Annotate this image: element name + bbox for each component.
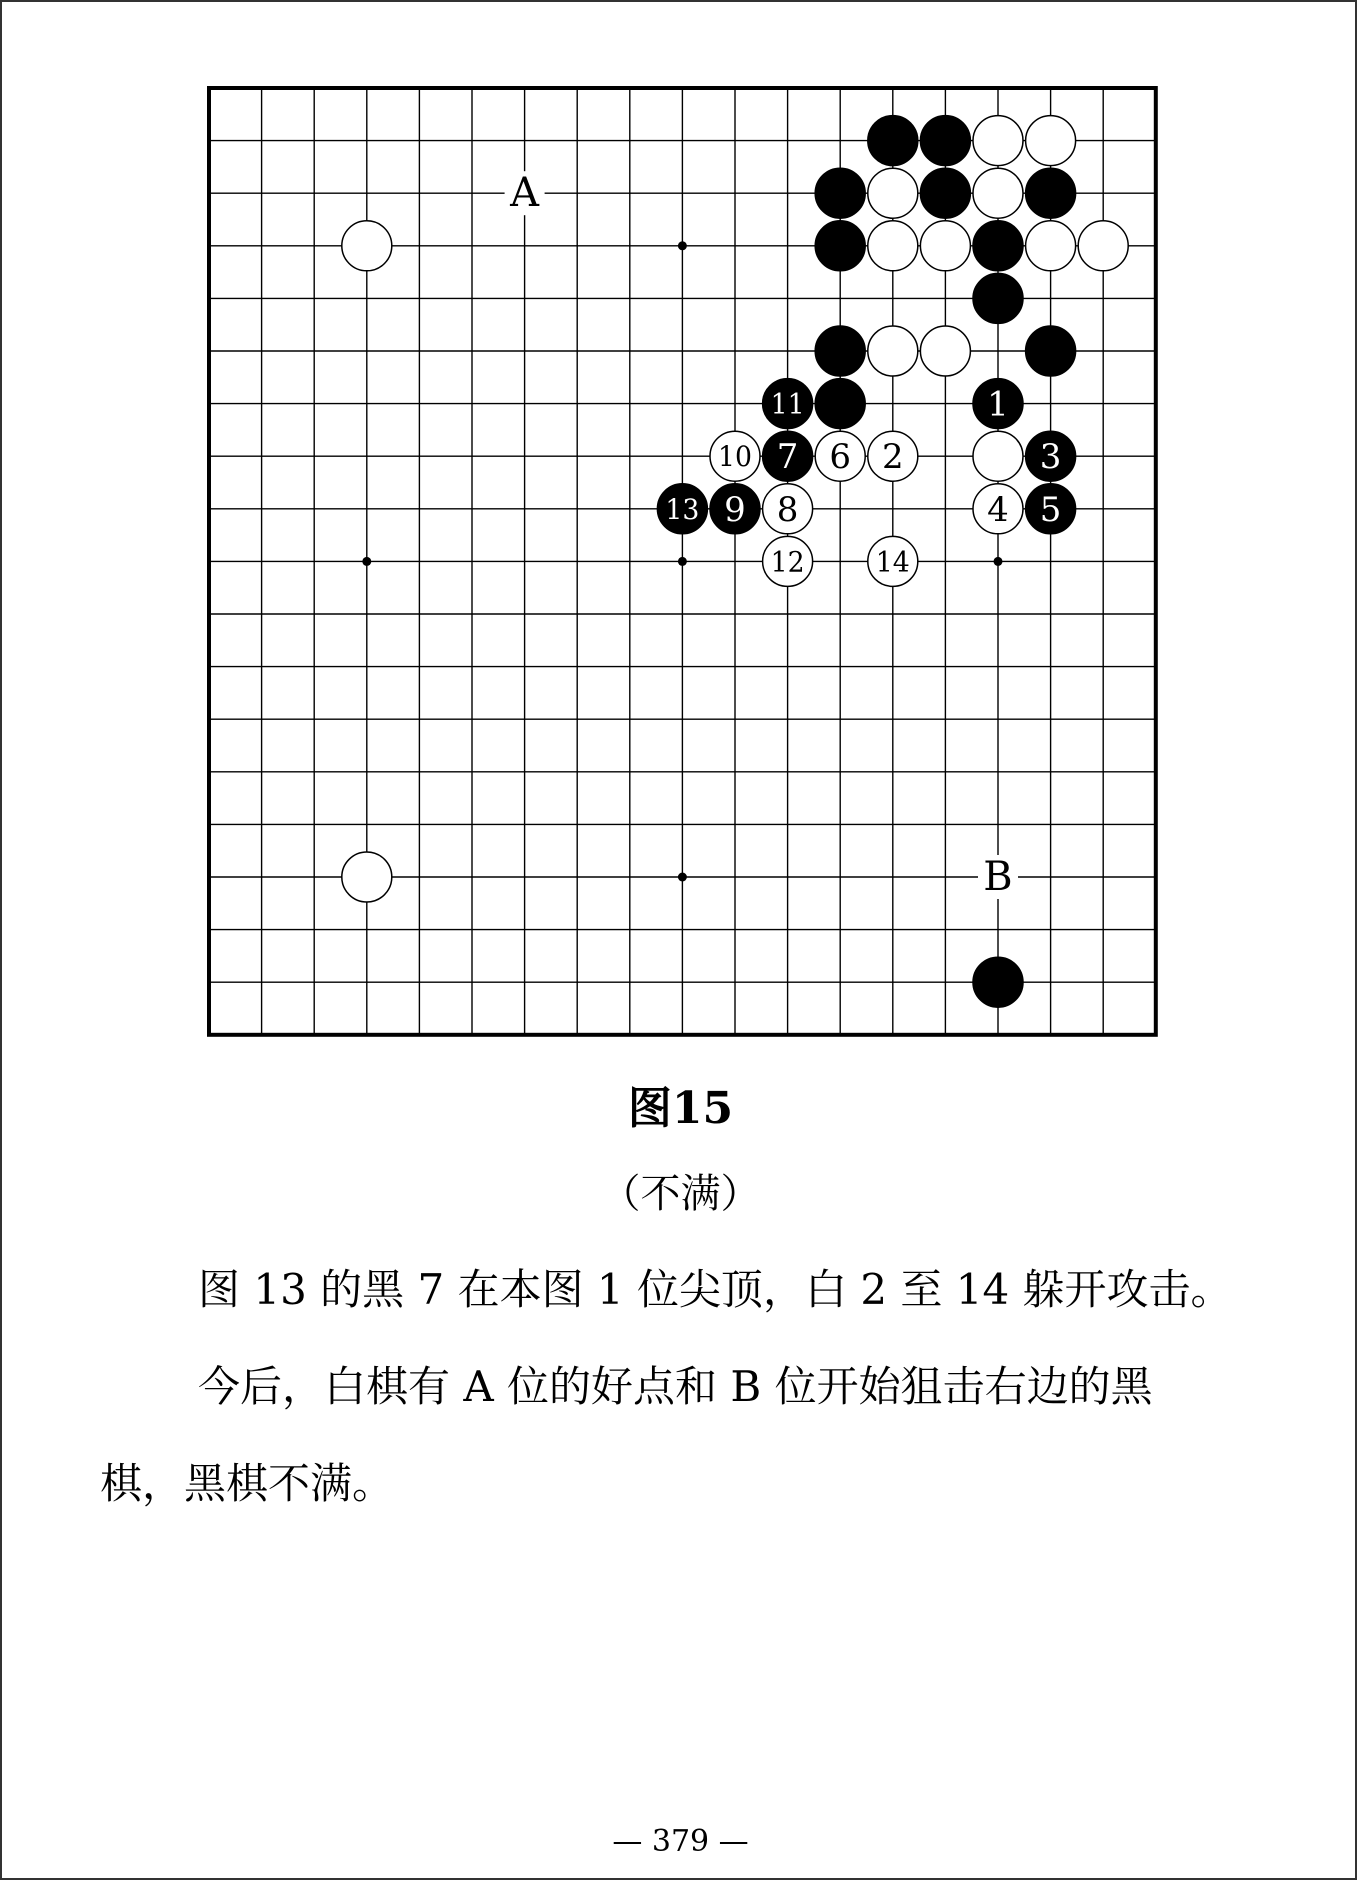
white-stone — [973, 116, 1023, 166]
white-stone — [342, 221, 392, 271]
black-stone — [815, 168, 865, 218]
commentary-line-3: 棋，黑棋不满。 — [100, 1459, 395, 1508]
white-stone — [920, 326, 970, 376]
move-number-14: 14 — [875, 545, 910, 579]
black-stone — [1026, 326, 1076, 376]
go-board-diagram — [2, 2, 1357, 1062]
white-stone — [973, 431, 1023, 481]
page-number: — 379 — — [612, 1824, 749, 1859]
white-stone — [868, 168, 918, 218]
move-number-2: 2 — [881, 437, 904, 478]
move-number-11: 11 — [770, 387, 805, 421]
commentary-line-1: 图 13 的黑 7 在本图 1 位尖顶，白 2 至 14 躲开攻击。 — [198, 1265, 1233, 1314]
white-stone — [342, 852, 392, 902]
move-number-13: 13 — [665, 492, 700, 526]
move-number-9: 9 — [724, 489, 746, 530]
move-number-6: 6 — [829, 437, 852, 478]
star-point — [678, 873, 687, 882]
move-number-12: 12 — [770, 545, 805, 579]
move-number-3: 3 — [1039, 437, 1062, 478]
black-stone — [973, 957, 1023, 1007]
white-stone — [868, 326, 918, 376]
figure-title: 图15 — [627, 1083, 734, 1134]
move-number-7: 7 — [776, 437, 799, 478]
move-number-1: 1 — [987, 384, 1009, 425]
white-stone — [1026, 116, 1076, 166]
figure-subtitle: （不满） — [600, 1171, 761, 1217]
white-stone — [1026, 221, 1076, 271]
black-stone — [920, 116, 970, 166]
star-point — [678, 241, 687, 250]
black-stone — [815, 221, 865, 271]
move-number-10: 10 — [718, 440, 752, 474]
white-stone — [920, 221, 970, 271]
black-stone — [868, 116, 918, 166]
move-number-4: 4 — [987, 489, 1009, 530]
star-point — [678, 557, 687, 566]
star-point — [994, 557, 1003, 566]
black-stone — [920, 168, 970, 218]
star-point — [362, 557, 371, 566]
black-stone — [1026, 168, 1076, 218]
move-number-8: 8 — [776, 489, 799, 530]
white-stone — [868, 221, 918, 271]
black-stone — [815, 379, 865, 429]
black-stone — [973, 273, 1023, 323]
board-label-a: A — [510, 170, 540, 217]
black-stone — [973, 221, 1023, 271]
board-label-b: B — [983, 854, 1013, 900]
black-stone — [815, 326, 865, 376]
commentary-line-2: 今后，白棋有 A 位的好点和 B 位开始狙击右边的黑 — [198, 1362, 1153, 1411]
white-stone — [1078, 221, 1128, 271]
move-number-5: 5 — [1039, 489, 1062, 530]
white-stone — [973, 168, 1023, 218]
